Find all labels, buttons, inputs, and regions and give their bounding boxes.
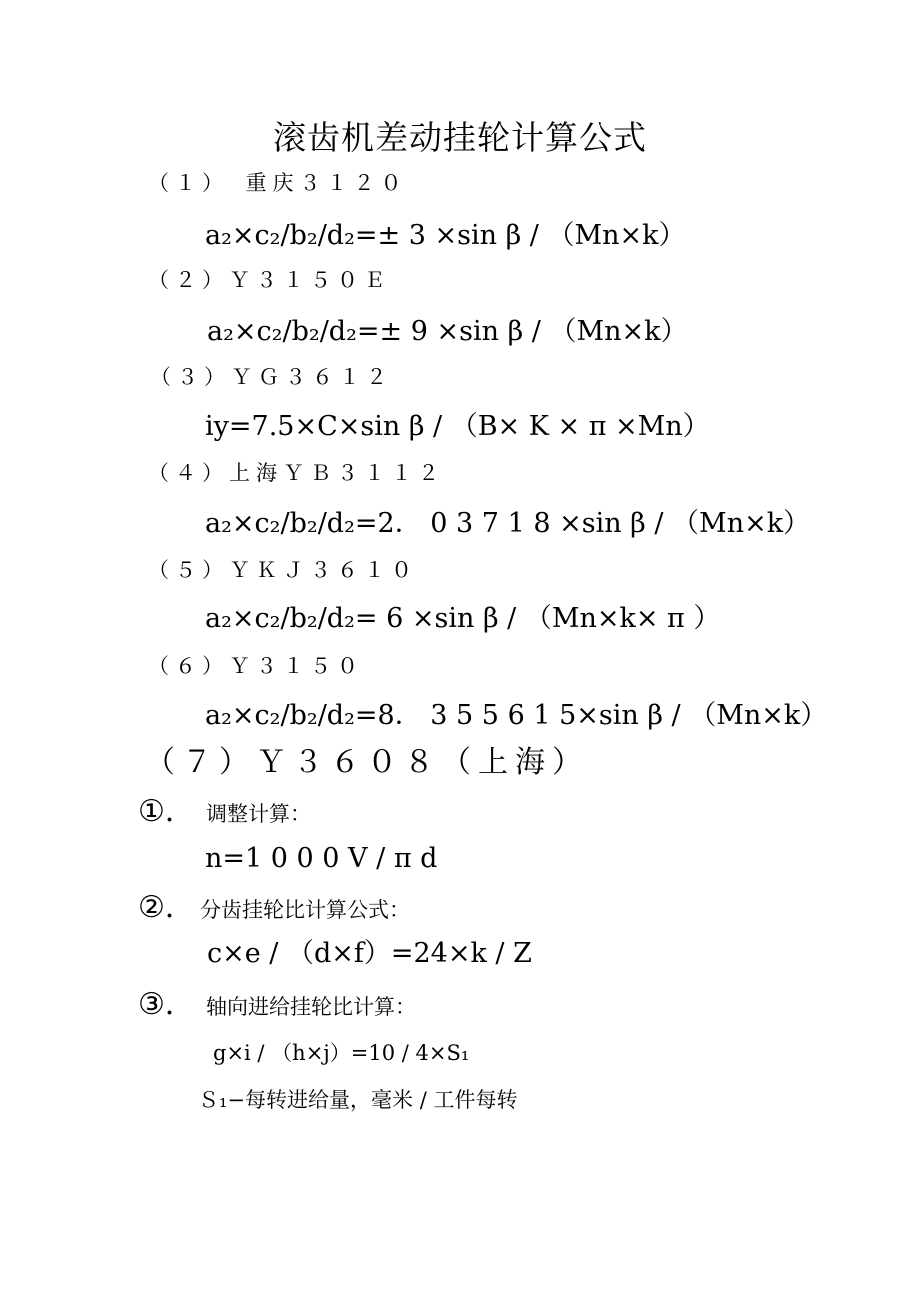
section-4-heading: （４）上海ＹＢ３１１２ [148,461,445,485]
step-1-row [138,794,311,829]
section-5-heading: （５）ＹＫＪ３６１０ [148,558,418,582]
section-6-heading: （６）Ｙ３１５０ [148,654,364,678]
step-3-label: 轴向进给挂轮比计算： [206,995,416,1019]
step-1-formula: n=1 0 0 0 V / π d [205,843,438,874]
step-2-label: 分齿挂轮比计算公式： [200,898,410,922]
section-2-heading: （２）Ｙ３１５０Ｅ [148,268,391,292]
section-1-heading: （１） 重庆３１２０ [148,171,408,195]
step-3-formula: g×i / （h×j）=10 / 4×S₁ [213,1041,470,1065]
section-3-formula: iy=7.5×C×sin β / （B× K × π ×Mn） [205,411,710,442]
section-7-heading: （７）Ｙ３６０８（上海） [145,745,589,780]
step-2-row [138,890,410,925]
section-1-formula: a₂×c₂/b₂/d₂=± 3 ×sin β / （Mn×k） [205,220,686,251]
section-3-heading: （３）ＹＧ３６１２ [150,365,393,389]
section-2-formula: a₂×c₂/b₂/d₂=± 9 ×sin β / （Mn×k） [207,316,688,347]
step-2-marker: ②． [138,890,195,925]
step-3-marker: ③． [138,987,195,1022]
step-1-marker: ①． [138,794,195,829]
step-1-label: 调整计算： [206,802,311,826]
step-2-formula: c×e / （d×f）=24×k / Z [207,938,532,969]
section-5-formula: a₂×c₂/b₂/d₂= 6 ×sin β / （Mn×k× π ） [205,603,721,634]
document-title: 滚齿机差动挂轮计算公式 [273,118,647,157]
step-3-row [138,987,416,1022]
section-6-formula: a₂×c₂/b₂/d₂=8． 3 5 5 6 1 5×sin β / （Mn×k） [205,700,828,731]
feed-definition-note: Ｓ₁−每转进给量，毫米 / 工件每转 [198,1088,518,1112]
section-4-formula: a₂×c₂/b₂/d₂=2． 0 3 7 1 8 ×sin β / （Mn×k） [205,508,811,539]
